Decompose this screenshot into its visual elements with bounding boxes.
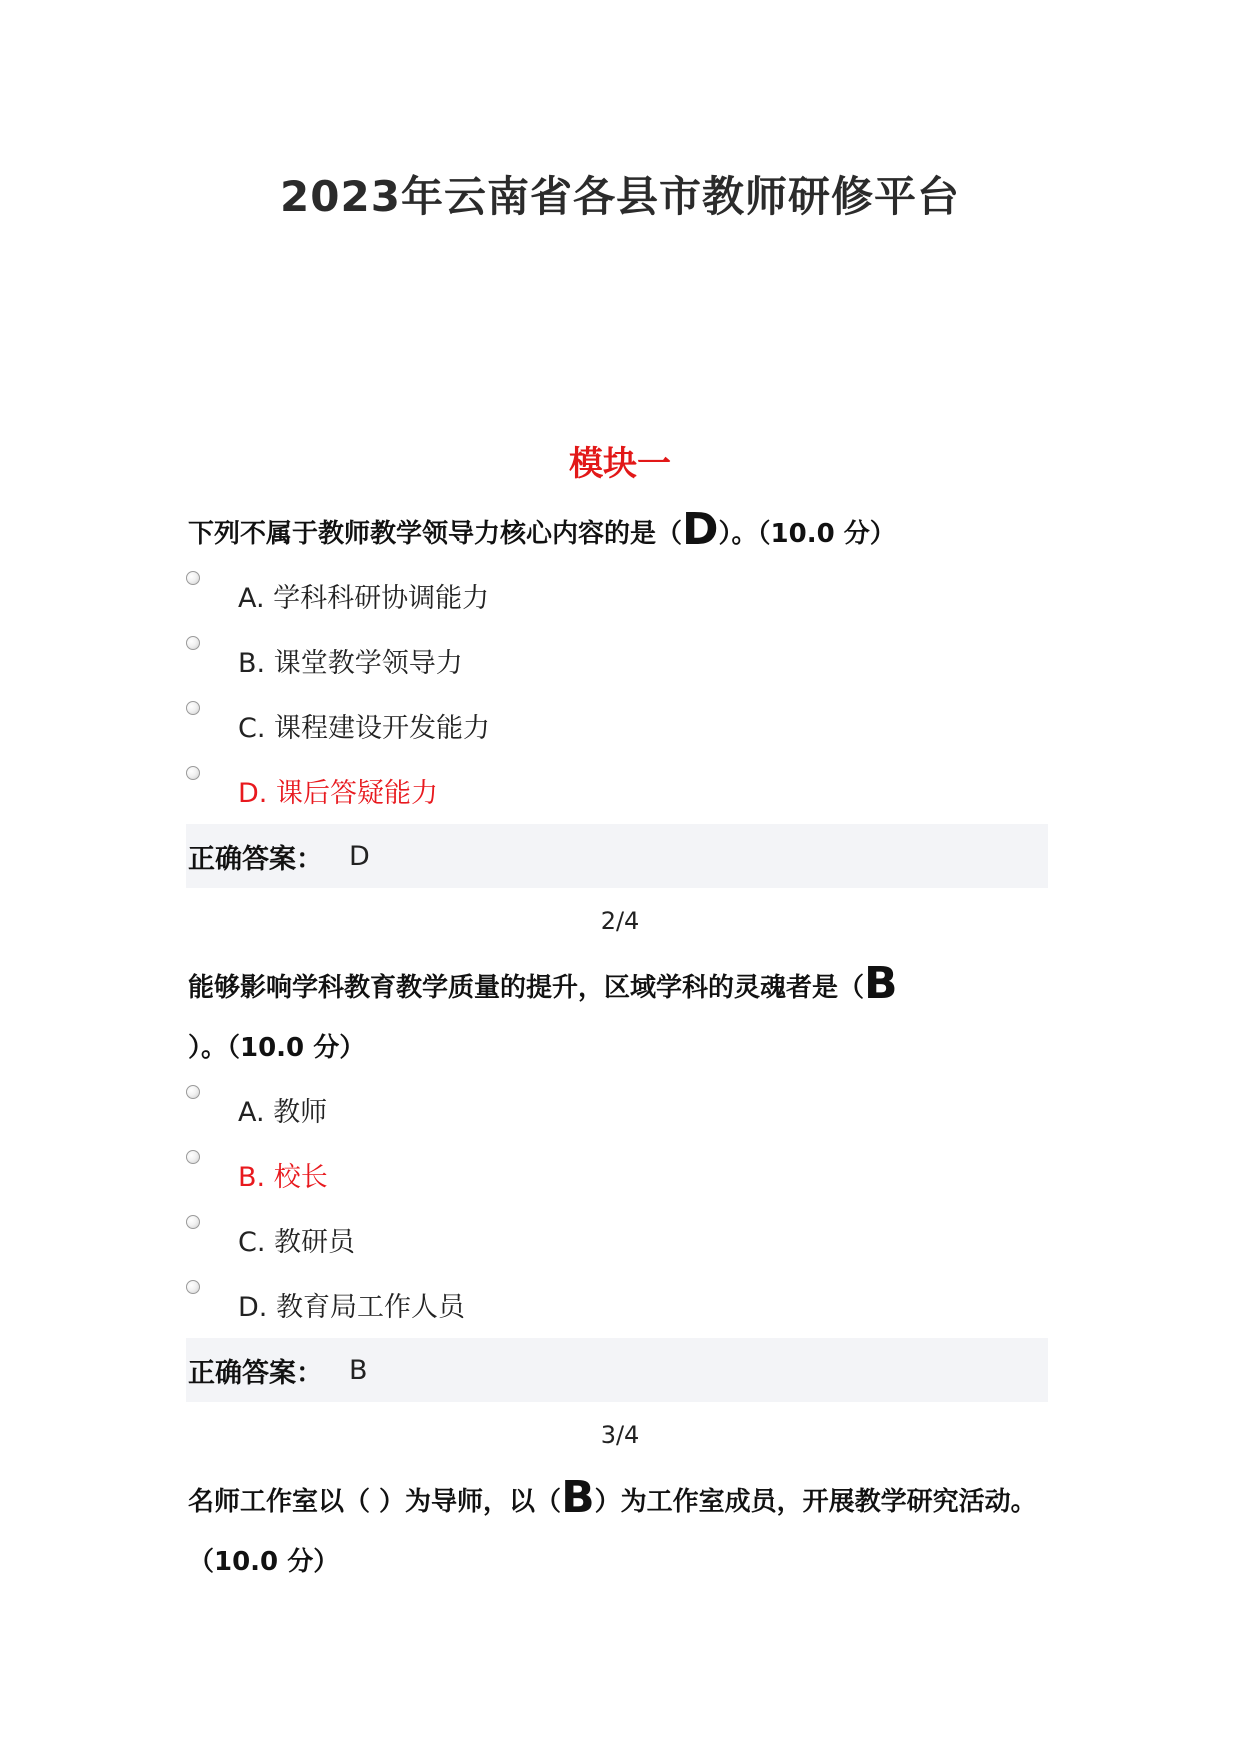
question-list	[188, 500, 1058, 1592]
module-title: 模块一	[569, 444, 671, 484]
radio-button[interactable]	[186, 1280, 200, 1294]
option-label: A. 教师	[238, 1097, 328, 1128]
correct-answer-label: 正确答案：	[188, 843, 323, 875]
option-label: A. 学科科研协调能力	[238, 583, 490, 614]
radio-button[interactable]	[186, 701, 200, 715]
document-title: 2023年云南省各县市教师研修平台	[280, 172, 960, 221]
option-row[interactable]	[188, 1273, 1058, 1338]
option-label: D. 教育局工作人员	[238, 1292, 465, 1323]
radio-button[interactable]	[186, 571, 200, 585]
correct-answer-box	[186, 824, 1048, 888]
radio-button[interactable]	[186, 1150, 200, 1164]
question-block	[188, 954, 1058, 1468]
question-text: 下列不属于教师教学领导力核心内容的是（D）。（10.0 分）	[188, 504, 896, 555]
option-label: C. 课程建设开发能力	[238, 713, 491, 744]
option-label: D. 课后答疑能力	[238, 778, 438, 809]
question-text: 能够影响学科教育教学质量的提升，区域学科的灵魂者是（B ）。（10.0 分）	[188, 958, 898, 1063]
filled-answer: B	[561, 1472, 595, 1523]
radio-button[interactable]	[186, 1085, 200, 1099]
page-indicator: 3/4	[600, 1421, 640, 1449]
option-row[interactable]	[188, 694, 1058, 759]
filled-answer: D	[682, 504, 719, 555]
option-row-correct[interactable]	[188, 759, 1058, 824]
radio-button[interactable]	[186, 766, 200, 780]
option-row-correct[interactable]	[188, 1143, 1058, 1208]
option-row[interactable]	[188, 564, 1058, 629]
correct-answer-box	[186, 1338, 1048, 1402]
filled-answer: B	[864, 958, 898, 1009]
radio-button[interactable]	[186, 636, 200, 650]
option-row[interactable]	[188, 1078, 1058, 1143]
correct-answer-label: 正确答案：	[188, 1357, 323, 1389]
question-block	[188, 500, 1058, 954]
radio-button[interactable]	[186, 1215, 200, 1229]
question-block	[188, 1468, 1058, 1592]
correct-answer-value: D	[349, 840, 370, 872]
question-text: 名师工作室以（ ）为导师，以（B）为工作室成员，开展教学研究活动。（10.0 分）	[188, 1472, 1037, 1577]
page-indicator: 2/4	[600, 907, 640, 935]
option-label: B. 课堂教学领导力	[238, 648, 463, 679]
option-label: B. 校长	[238, 1162, 328, 1193]
correct-answer-value: B	[349, 1354, 368, 1386]
option-row[interactable]	[188, 1208, 1058, 1273]
option-row[interactable]	[188, 629, 1058, 694]
option-label: C. 教研员	[238, 1227, 356, 1258]
